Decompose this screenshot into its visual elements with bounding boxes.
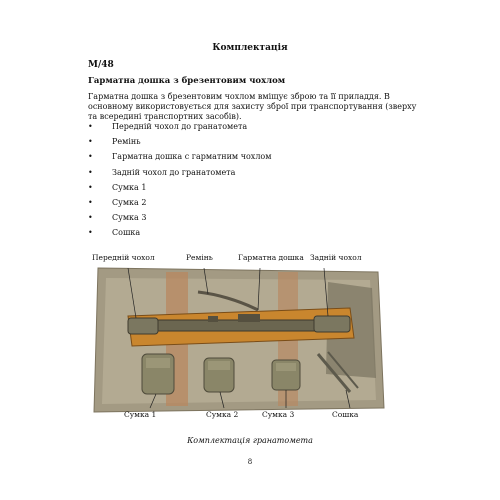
callout-bag-2: Сумка 2 — [206, 410, 239, 419]
bullet-icon: • — [88, 167, 93, 177]
page-number: 8 — [247, 458, 253, 466]
list-item-label: Задній чохол до гранатомета — [112, 167, 236, 177]
list-item-label: Ремінь — [112, 137, 141, 147]
bullet-icon: • — [88, 197, 93, 207]
callout-bag-3: Сумка 3 — [262, 410, 295, 419]
bullet-icon: • — [88, 122, 93, 131]
bullet-icon: • — [88, 182, 93, 192]
callout-bipod: Сошка — [332, 410, 359, 419]
kit-photo — [88, 258, 388, 418]
callout-strap: Ремінь — [186, 253, 213, 262]
bullet-icon: • — [88, 137, 93, 147]
section-heading: Комплектація — [212, 43, 288, 53]
bullet-icon: • — [88, 152, 93, 162]
figure-caption: Комплектація гранатомета — [187, 436, 313, 445]
list-item-label: Передній чохол до гранатомета — [112, 122, 248, 131]
bullet-icon: • — [88, 228, 93, 238]
list-item-label: Сумка 2 — [112, 197, 147, 207]
list-item-label: Гарматна дошка с гарматним чохлом — [112, 152, 272, 162]
callout-front-cover: Передній чохол — [92, 253, 155, 262]
list-item-label: Сошка — [112, 228, 141, 238]
list-item-label: Сумка 1 — [112, 182, 147, 192]
item-description: Гарматна дошка з брезентовим чохлом вміщує зброю та її приладдя. В основному використовується для захисту зброї при транспортування (зверху та всередині транспортних засобів). — [88, 92, 417, 121]
list-item-label: Сумка 3 — [112, 213, 147, 223]
callout-bag-1: Сумка 1 — [124, 410, 157, 419]
callout-gun-board: Гарматна дошка — [238, 253, 304, 262]
model-title: M/48 — [88, 60, 114, 70]
bullet-icon: • — [88, 213, 93, 223]
callout-rear-cover: Задній чохол — [310, 253, 362, 262]
item-subtitle: Гарматна дошка з брезентовим чохлом — [88, 76, 286, 86]
